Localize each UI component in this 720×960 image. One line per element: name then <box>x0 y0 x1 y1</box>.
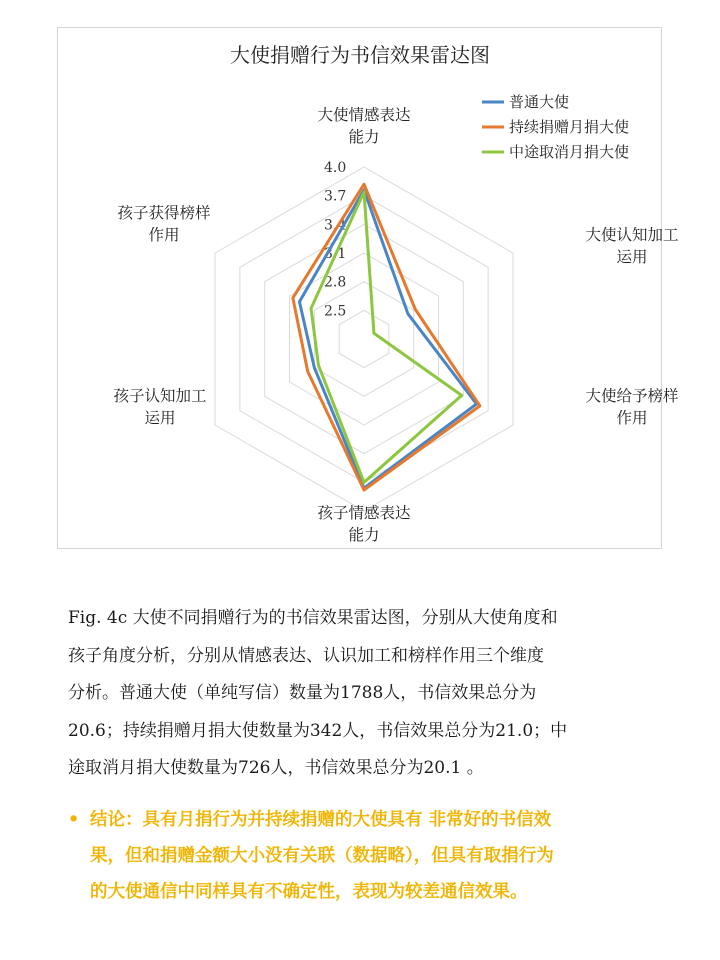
conclusion-line: 结论：具有月捐行为并持续捐赠的大使具有 非常好的书信效 <box>90 810 552 830</box>
axis-label: 大使情感表达 <box>317 106 411 124</box>
axis-label: 作用 <box>148 226 180 244</box>
legend-label: 普通大使 <box>509 93 570 111</box>
conclusion-block <box>68 802 678 910</box>
bullet-icon: • <box>68 810 80 830</box>
caption-line: Fig. 4c 大使不同捐赠行为的书信效果雷达图，分别从大使角度和 <box>68 608 558 628</box>
tick-label: 4.0 <box>324 160 347 176</box>
grid-ring <box>240 196 488 483</box>
axis-label: 能力 <box>348 128 380 146</box>
chart-title: 大使捐赠行为书信效果雷达图 <box>230 43 490 67</box>
tick-label: 2.8 <box>324 274 347 291</box>
caption-line: 孩子角度分析，分别从情感表达、认识加工和榜样作用三个维度 <box>68 645 544 666</box>
series-line <box>299 190 476 488</box>
tick-label: 3.4 <box>324 217 347 234</box>
legend-label: 持续捐赠月捐大使 <box>509 118 630 136</box>
grid-ring <box>215 167 513 511</box>
axis-label: 运用 <box>616 248 648 266</box>
tick-label: 3.1 <box>324 246 347 262</box>
grid-ring <box>314 282 413 397</box>
axis-label: 能力 <box>348 526 380 544</box>
axis-label: 大使给予榜样 <box>585 387 679 405</box>
axis-label: 孩子情感表达 <box>317 504 411 522</box>
axis-label: 孩子获得榜样 <box>117 204 211 222</box>
axis-label: 作用 <box>616 409 648 427</box>
series-line <box>293 184 480 490</box>
caption-line: 20.6；持续捐赠月捐大使数量为342人，书信效果总分为21.0；中 <box>68 720 568 741</box>
axis-label: 孩子认知加工 <box>113 387 207 405</box>
conclusion-text <box>68 802 678 910</box>
axis-label: 运用 <box>144 409 176 427</box>
tick-label: 3.7 <box>324 188 347 205</box>
tick-label: 2.5 <box>324 303 347 320</box>
legend-label: 中途取消月捐大使 <box>509 143 630 161</box>
caption-line: 途取消月捐大使数量为726人，书信效果总分为20.1 。 <box>68 758 484 778</box>
conclusion-line: 的大使通信中同样具有不确定性，表现为较差通信效果。 <box>90 882 528 902</box>
figure-caption <box>68 600 668 788</box>
conclusion-line: 果，但和捐赠金额大小没有关联（数据略），但具有取捐行为 <box>90 846 554 866</box>
radar-chart <box>58 28 679 550</box>
radar-chart-panel <box>57 27 679 549</box>
axis-label: 大使认知加工 <box>585 226 679 244</box>
caption-line: 分析。普通大使（单纯写信）数量为1788人，书信效果总分为 <box>68 683 537 703</box>
